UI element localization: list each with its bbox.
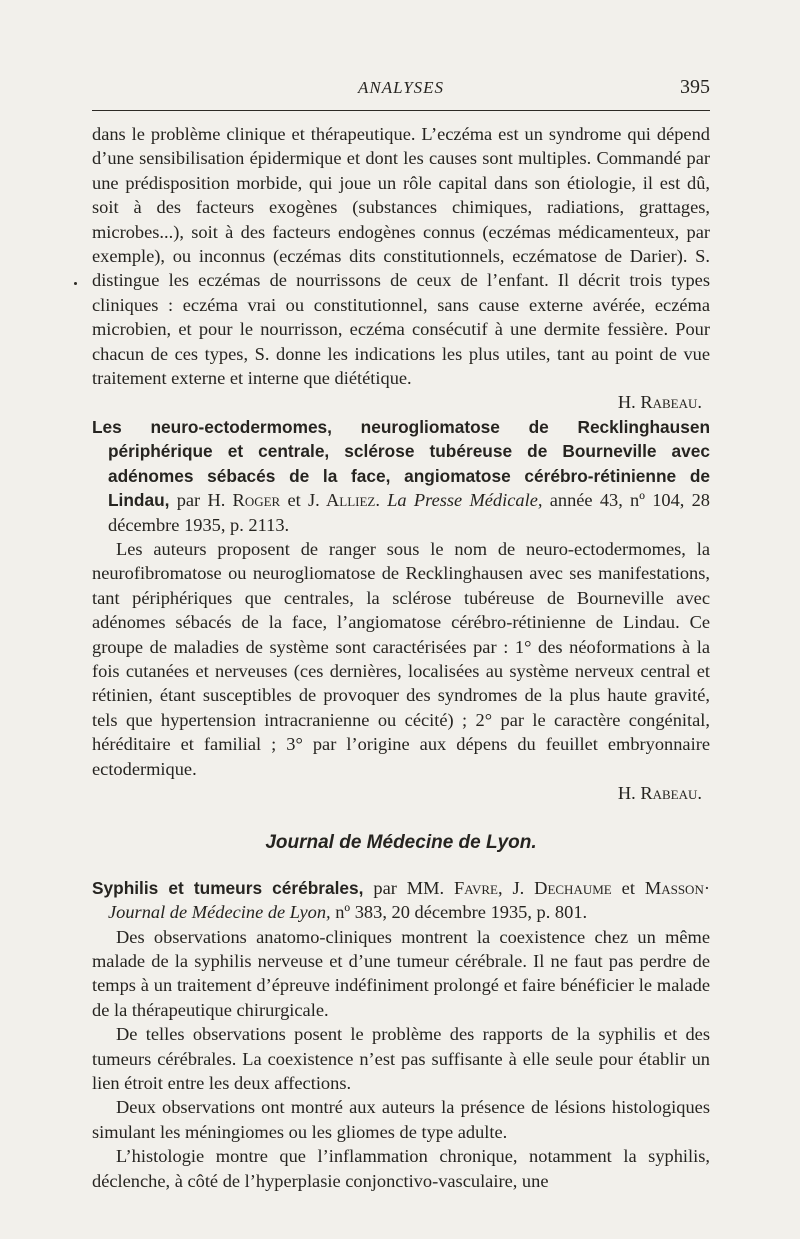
review-paragraph: Des observations anatomo-cliniques montrent la coexistence chez un même malade de la syphilis nerveuse et d’une tumeur cérébrale. Il ne faut pas perdre de temps à un traitement d’épreuve indéfiniment prolongé et faire bénéficier le malade de la thérapeutique chirurgicale. xyxy=(92,926,710,1020)
article-conjunction: et xyxy=(621,877,635,898)
article-par: par MM. xyxy=(373,877,445,898)
review-paragraph: L’histologie montre que l’inflammation chronique, notamment la syphilis, déclenche, à côté de l’hyperplasie conjonctivo-vasculaire, une xyxy=(92,1146,710,1191)
running-head xyxy=(92,76,710,102)
article-title: Les neuro-ectodermomes, neurogliomatose de Recklinghausen périphérique et centrale, sclérose tubéreuse de Bourneville avec adénomes sébacés de la face, angiomatose cérébro-rétinienne de Lindau, xyxy=(92,416,710,511)
page-number: 395 xyxy=(680,76,710,98)
page-content xyxy=(92,122,710,1193)
article-author: J. Alliez. xyxy=(308,490,380,511)
article-author: Masson· xyxy=(644,877,710,898)
margin-mark xyxy=(74,282,77,285)
article-journal: La Presse Médicale, xyxy=(387,490,543,511)
article-conjunction: et xyxy=(287,490,301,511)
article-citation: année 43, nº 104, 28 décembre 1935, p. 2113. xyxy=(108,490,711,535)
article-entry-syphilis xyxy=(92,876,710,925)
article-title: Syphilis et tumeurs cérébrales, xyxy=(92,877,364,898)
review-paragraph: De telles observations posent le problème des rapports de la syphilis et des tumeurs cérébrales. La coexistence n’est pas suffisante à elle seule pour établir un lien étroit entre les deux affections. xyxy=(92,1024,710,1094)
review-signature: H. Rabeau. xyxy=(617,392,702,413)
review-signature: H. Rabeau. xyxy=(617,782,702,803)
header-rule xyxy=(92,110,710,111)
article-authors: Favre, J. Dechaume xyxy=(454,877,612,898)
review-body-text: Les auteurs proposent de ranger sous le nom de neuro-ectodermomes, la neurofibromatose ou neurogliomatose de Recklinghausen avec ses manifestations, tant périphériques que centrales, la sclérose tubéreuse de Bourneville avec adénomes sébacés de la face, l’angiomatose cérébro-rétinienne de Lindau. Ce groupe de maladies de système sont caractérisées par : 1° des néoformations à la fois cutanées et nerveuses (ces dernières, localisées au système nerveux central et rétinien, étant susceptibles de provoquer des syndromes de la plus haute gravité, tels que hypertension intracranienne ou cécité) ; 2° par le caractère congénital, héréditaire et familial ; 3° par l’origine aux dépens du feuillet embryonnaire ectodermique. xyxy=(92,538,710,779)
article-citation: nº 383, 20 décembre 1935, p. 801. xyxy=(335,902,588,923)
article-journal: Journal de Médecine de Lyon, xyxy=(108,902,331,923)
review-continuation-text: dans le problème clinique et thérapeutique. L’eczéma est un syndrome qui dépend d’une sensibilisation épidermique et dont les causes sont multiples. Commandé par une prédisposition morbide, qui joue un rôle capital dans son étiologie, il est dû, soit à des facteurs exogènes (substances chimiques, radiations, grattages, microbes...), soit à des facteurs endogènes connus (eczémas médicamenteux, par exemple), ou inconnus (eczémas dits constitutionnels, eczématose de Darier). S. distingue les eczémas de nourrissons de ceux de l’enfant. Il décrit trois types cliniques : eczéma vrai ou constitutionnel, sans cause externe avérée, eczéma microbien, et pour le nourrisson, eczéma consécutif à une dermite fessière. Pour chacun de ces types, S. donne les indications les plus utiles, tant au point de vue traitement externe et interne que diététique. xyxy=(92,124,710,389)
article-par: par xyxy=(176,490,201,511)
review-paragraph: Deux observations ont montré aux auteurs la présence de lésions histologiques simulant les méningiomes ou les gliomes de type adulte. xyxy=(92,1097,710,1142)
section-heading: Journal de Médecine de Lyon. xyxy=(265,832,537,854)
running-title: ANALYSES xyxy=(357,78,445,97)
article-entry-neuro-ectodermomes xyxy=(92,415,710,537)
article-author: H. Roger xyxy=(207,490,281,511)
